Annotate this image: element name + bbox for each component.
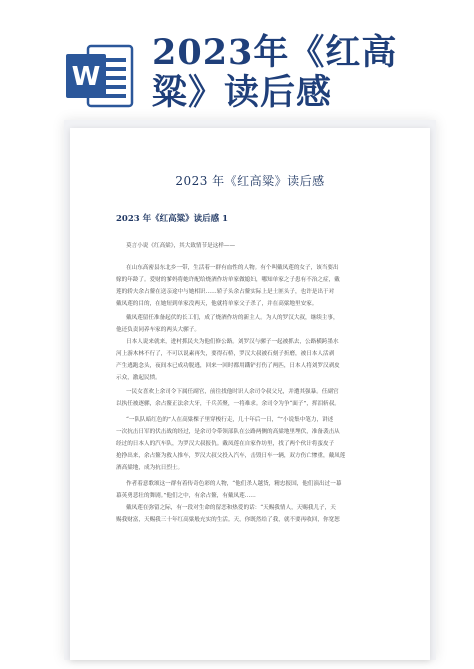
paragraph-line: 赐我财富，天赐我三十年红高粱般充实的生活。天，你既然给了我，就不要再收回，你宽恕 [116,517,340,523]
paragraph [116,386,386,410]
banner-title [152,33,397,113]
paragraph-line: 戴凤莲的目的，在她短到单家没两天，他就将单家父子杀了，并在高粱地里安家。 [116,301,318,307]
paragraph-line: 抢挣出来，余占鳌为救人推车，罗汉大叔父投入汽车，击毁日车一辆，双方伤亡惨重，戴凤莲 [116,453,346,459]
paragraph-line: 戴凤莲在弥留之际，有一段对生命的留恋和热爱的话：“天赐我情人，天赐我儿子，天 [126,505,336,511]
paragraph [116,414,386,474]
paragraph-line: 以执任被逐骡，余占鳌正法余大牙，千兵苦聚，一将难求。余司令为争“面子”，挥泪斩叔。 [116,401,340,407]
paragraph-line: 日本人说来就来，进村抓民夫为他们修公路。刘罗汉与骡子一起被抓去，公路横跨墨水 [126,339,339,345]
paragraph [116,502,386,526]
paragraph-line: 经过的日本人的汽车队，为罗汉大叔报仇。戴凤莲在自家作坊里，找了两个伙计将蛮皮子 [116,441,335,447]
paragraph-line: 示众，激起民愤。 [116,375,161,381]
paragraph-line: 产生逃跑念头，夜间本已成功脱逃，回来一回时都用鐵铲打伤了两匹，日本人将刘罗汉剥皮 [116,363,340,369]
paragraph-line: 一民女喜欢上余司令下属任副官，前往找他时识人余司令叔父兄，并遭其强暴。任副官 [126,389,339,395]
paragraph [116,240,386,252]
paragraph [116,336,386,384]
paragraph-line: 一次抗击日军的伏击战的经过，是余司令带领部队在公路两侧的高粱地里埋伏，准备袭击从 [116,429,340,435]
paragraph-line: 河上游木林不行了，不可以说素再失，要得石桥，罗汉大叔被石刻子折磨，被日本人活剥 [116,351,335,357]
word-icon [64,40,136,112]
paragraph [116,312,386,336]
banner-title-line2: 粱》读后感 [152,72,333,113]
paragraph [116,478,386,502]
paragraph-line: 幕英勇悲壮的舞剧。”他们之中，有余占鳌，有戴凤莲…… [116,493,256,499]
paragraph-line: 在山东高密县东北乡一带，生活着一群有血性的人物。有个叫戴凤莲的女子，该当要出 [126,265,339,271]
paragraph-line: 酒高粱地，成为抗日烈士。 [116,465,184,471]
svg-text:W: W [71,62,101,92]
document-subtitle: 2023 年《红高粱》读后感 1 [116,214,228,224]
paragraph-line: 他还负责同养车家的两头大骡子。 [116,327,200,333]
document-title: 2023 年《红高粱》读后感 [175,174,325,188]
banner-title-line1: 2023年《红高 [152,32,398,73]
paragraph-line: 嫁的年龄了。爱财的爹妈将她许配给烧酒作坊单家做媳妇，哪知单家之子患有不治之症，戴 [116,277,340,283]
paragraph-line: 莫言小说《红高粱》，其大致情节是这样—— [126,243,236,249]
paragraph [116,262,386,310]
paragraph-line: 作者着意歌颂这一群有着传奇色彩的人物，“他们杀人越货，精忠报国，他们演出过一幕 [126,481,342,487]
paragraph-line: 莲的轿夫余占鳌在送亲途中与她相识……轿子头余占鳌实际上是土匪头子，也许是出于对 [116,289,335,295]
paragraph-line: 戴凤莲留任准备起伏的长工们，成了烧酒作坊的新主人。为人的罗汉大叔，继续主事， [126,315,339,321]
document-page [70,128,430,660]
paragraph-line: “一队队暗红色的”人在高粱棵子里穿梭行走，几十年后一日，“”小说集中笔力，讲述 [126,417,334,423]
banner [0,0,474,112]
